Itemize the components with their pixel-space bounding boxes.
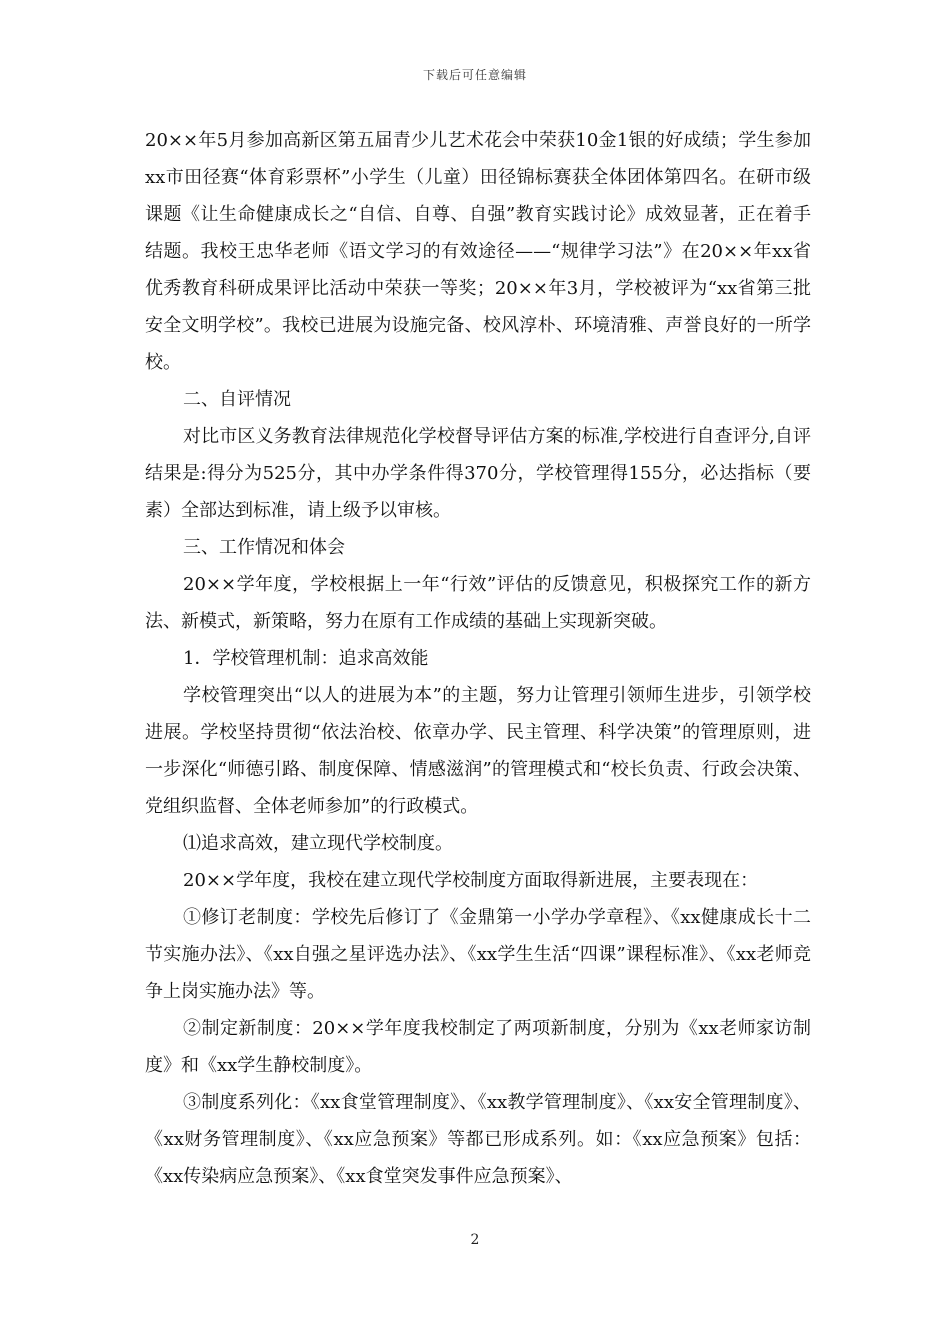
paragraph-progress: 20××学年度，我校在建立现代学校制度方面取得新进展，主要表现在： [183, 870, 759, 891]
paragraph-work-intro: 20××学年度，学校根据上一年“行效”评估的反馈意见，积极探究工作的新方法、新模式，新策略，努力在原有工作成绩的基础上实现新突破。 [145, 574, 811, 632]
paragraph-self-evaluation: 对比市区义务教育法律规范化学校督导评估方案的标准,学校进行自查评分,自评结果是:得分为525分，其中办学条件得370分，学校管理得155分，必达指标（要素）全部达到标准，请上级予以审核。 [145, 426, 811, 521]
paragraph-management: 学校管理突出“以人的进展为本”的主题，努力让管理引领师生进步，引领学校进展。学校坚持贯彻“依法治校、依章办学、民主管理、科学决策”的管理原则，进一步深化“师德引路、制度保障、情感滋润”的管理模式和“校长负责、行政会决策、党组织监督、全体老师参加”的行政模式。 [145, 685, 811, 817]
header-note: 下载后可任意编辑 [422, 68, 527, 82]
list-item-new-rules: ②制定新制度：20××学年度我校制定了两项新制度，分别为《xx老师家访制度》和《xx学生静校制度》。 [145, 1018, 811, 1076]
paragraph-continuation: 20××年5月参加高新区第五届青少儿艺术花会中荣获10金1银的好成绩；学生参加xx市田径赛“体育彩票杯”小学生（儿童）田径锦标赛获全体团体第四名。在研市级课题《让生命健康成长之“自信、自尊、自强”教育实践讨论》成效显著，正在着手结题。我校王忠华老师《语文学习的有效途径——“规律学习法”》在20××年xx省优秀教育科研成果评比活动中荣获一等奖；20××年3月，学校被评为“xx省第三批安全文明学校”。我校已进展为设施完备、校风淳朴、环境清雅、声誉良好的一所学校。 [145, 130, 811, 373]
subheading-modern-system: ⑴追求高效，建立现代学校制度。 [183, 833, 453, 854]
list-item-revise-rules: ①修订老制度：学校先后修订了《金鼎第一小学办学章程》、《xx健康成长十二节实施办法》、《xx自强之星评选办法》、《xx学生生活“四课”课程标准》、《xx老师竞争上岗实施办法》等。 [145, 907, 811, 1002]
subheading-management-mechanism: 1．学校管理机制：追求高效能 [183, 648, 429, 669]
section-heading-work-situation: 三、工作情况和体会 [183, 537, 345, 558]
list-item-rule-series: ③制度系列化：《xx食堂管理制度》、《xx教学管理制度》、《xx安全管理制度》、《xx财务管理制度》、《xx应急预案》等都已形成系列。如：《xx应急预案》包括：《xx传染病应急预案》、《xx食堂突发事件应急预案》、 [145, 1092, 811, 1187]
document-body [145, 122, 811, 1195]
page-number: 2 [470, 1232, 480, 1248]
section-heading-self-evaluation: 二、自评情况 [183, 389, 291, 410]
